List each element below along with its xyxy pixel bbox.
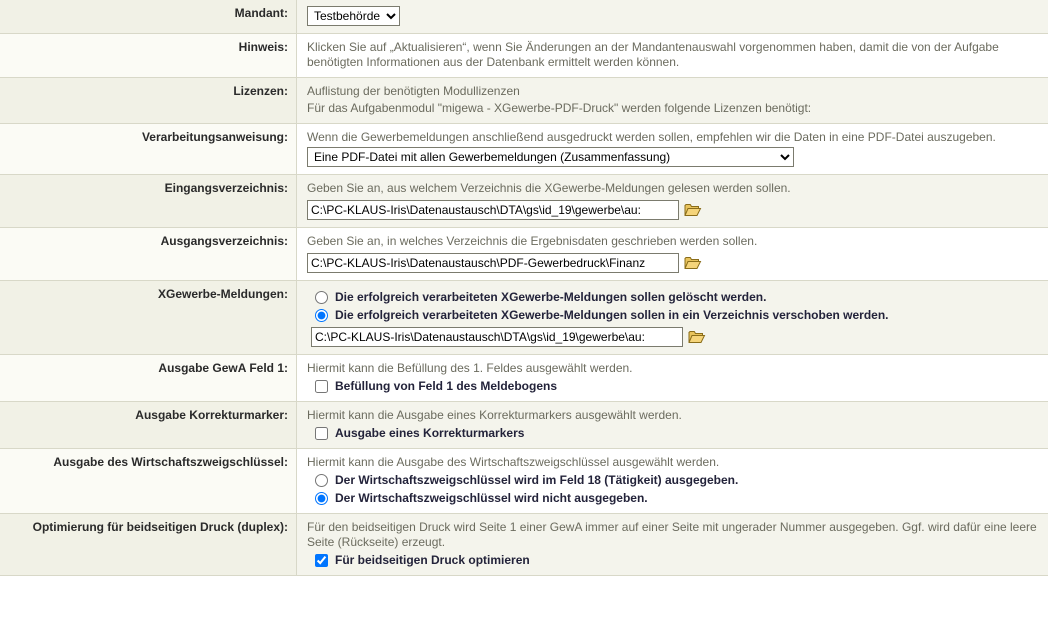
hinweis-text: Klicken Sie auf „Aktualisieren“, wenn Sie Änderungen an der Mandantenauswahl vorgenommen haben, damit die von der Aufgabe benötigten Informationen aus der Datenbank ermittelt werden können. (307, 40, 999, 69)
gewa-feld1-hint: Hiermit kann die Befüllung des 1. Feldes ausgewählt werden. (307, 361, 633, 375)
row-lizenzen (0, 78, 1048, 124)
row-duplex (0, 514, 1048, 576)
value-mandant (297, 0, 1048, 33)
xgewerbe-move-path-input[interactable] (311, 327, 683, 347)
eingangsverzeichnis-input-group (307, 200, 1040, 220)
row-wirtschaftszweig (0, 449, 1048, 514)
value-eingangsverzeichnis (297, 175, 1048, 227)
xgewerbe-label-delete: Die erfolgreich verarbeiteten XGewerbe-Meldungen sollen gelöscht werden. (335, 290, 767, 304)
lizenzen-text-1: Auflistung der benötigten Modullizenzen (307, 84, 520, 98)
wirtschaftszweig-option-none[interactable] (315, 491, 1040, 506)
korrekturmarker-option[interactable] (315, 426, 1040, 441)
label-korrekturmarker: Ausgabe Korrekturmarker: (0, 402, 297, 448)
row-ausgangsverzeichnis (0, 228, 1048, 281)
label-verarbeitungsanweisung: Verarbeitungsanweisung: (0, 124, 297, 174)
xgewerbe-option-delete[interactable] (315, 290, 1040, 305)
value-xgewerbe-meldungen (297, 281, 1048, 354)
eingangsverzeichnis-input[interactable] (307, 200, 679, 220)
xgewerbe-radio-delete[interactable] (315, 291, 328, 304)
duplex-checkbox-label: Für beidseitigen Druck optimieren (335, 553, 530, 567)
label-xgewerbe-meldungen: XGewerbe-Meldungen: (0, 281, 297, 354)
mandant-select[interactable] (307, 6, 400, 26)
eingangsverzeichnis-hint: Geben Sie an, aus welchem Verzeichnis die XGewerbe-Meldungen gelesen werden sollen. (307, 181, 791, 195)
value-korrekturmarker (297, 402, 1048, 448)
duplex-option[interactable] (315, 553, 1040, 568)
xgewerbe-move-path-group (311, 327, 1040, 347)
label-ausgangsverzeichnis: Ausgangsverzeichnis: (0, 228, 297, 280)
xgewerbe-label-move: Die erfolgreich verarbeiteten XGewerbe-Meldungen sollen in ein Verzeichnis verschoben werden. (335, 308, 889, 322)
folder-open-icon[interactable] (684, 255, 702, 271)
verarbeitungsanweisung-hint: Wenn die Gewerbemeldungen anschließend ausgedruckt werden sollen, empfehlen wir die Daten in eine PDF-Datei auszugeben. (307, 130, 996, 144)
gewa-feld1-option[interactable] (315, 379, 1040, 394)
wirtschaftszweig-label-none: Der Wirtschaftszweigschlüssel wird nicht ausgegeben. (335, 491, 648, 505)
korrekturmarker-checkbox[interactable] (315, 427, 328, 440)
row-xgewerbe-meldungen (0, 281, 1048, 355)
row-hinweis (0, 34, 1048, 78)
row-mandant (0, 0, 1048, 34)
wirtschaftszweig-hint: Hiermit kann die Ausgabe des Wirtschaftszweigschlüssel ausgewählt werden. (307, 455, 720, 469)
label-lizenzen: Lizenzen: (0, 78, 297, 123)
value-verarbeitungsanweisung (297, 124, 1048, 174)
korrekturmarker-hint: Hiermit kann die Ausgabe eines Korrekturmarkers ausgewählt werden. (307, 408, 682, 422)
value-hinweis (297, 34, 1048, 77)
value-gewa-feld1 (297, 355, 1048, 401)
wirtschaftszweig-radio-none[interactable] (315, 492, 328, 505)
gewa-feld1-checkbox[interactable] (315, 380, 328, 393)
ausgangsverzeichnis-input-group (307, 253, 1040, 273)
label-mandant: Mandant: (0, 0, 297, 33)
wirtschaftszweig-radio-field18[interactable] (315, 474, 328, 487)
label-gewa-feld1: Ausgabe GewA Feld 1: (0, 355, 297, 401)
label-eingangsverzeichnis: Eingangsverzeichnis: (0, 175, 297, 227)
value-wirtschaftszweig (297, 449, 1048, 513)
folder-open-icon[interactable] (684, 202, 702, 218)
wirtschaftszweig-option-field18[interactable] (315, 473, 1040, 488)
row-verarbeitungsanweisung (0, 124, 1048, 175)
row-gewa-feld1 (0, 355, 1048, 402)
xgewerbe-option-move[interactable] (315, 308, 1040, 323)
row-eingangsverzeichnis (0, 175, 1048, 228)
wirtschaftszweig-label-field18: Der Wirtschaftszweigschlüssel wird im Feld 18 (Tätigkeit) ausgegeben. (335, 473, 739, 487)
folder-open-icon[interactable] (688, 329, 706, 345)
korrekturmarker-checkbox-label: Ausgabe eines Korrekturmarkers (335, 426, 525, 440)
label-hinweis: Hinweis: (0, 34, 297, 77)
duplex-hint: Für den beidseitigen Druck wird Seite 1 einer GewA immer auf einer Seite mit ungerader Nummer ausgegeben. Ggf. wird dafür eine leere Seite (Rückseite) erzeugt. (307, 520, 1037, 549)
ausgangsverzeichnis-input[interactable] (307, 253, 679, 273)
verarbeitungsanweisung-select[interactable] (307, 147, 794, 167)
value-ausgangsverzeichnis (297, 228, 1048, 280)
value-duplex (297, 514, 1048, 575)
row-korrekturmarker (0, 402, 1048, 449)
ausgangsverzeichnis-hint: Geben Sie an, in welches Verzeichnis die Ergebnisdaten geschrieben werden sollen. (307, 234, 758, 248)
xgewerbe-radio-move[interactable] (315, 309, 328, 322)
label-wirtschaftszweig: Ausgabe des Wirtschaftszweigschlüssel: (0, 449, 297, 513)
label-duplex: Optimierung für beidseitigen Druck (duplex): (0, 514, 297, 575)
value-lizenzen (297, 78, 1048, 123)
lizenzen-text-2: Für das Aufgabenmodul "migewa - XGewerbe-PDF-Druck" werden folgende Lizenzen benötigt: (307, 101, 812, 115)
duplex-checkbox[interactable] (315, 554, 328, 567)
gewa-feld1-checkbox-label: Befüllung von Feld 1 des Meldebogens (335, 379, 558, 393)
